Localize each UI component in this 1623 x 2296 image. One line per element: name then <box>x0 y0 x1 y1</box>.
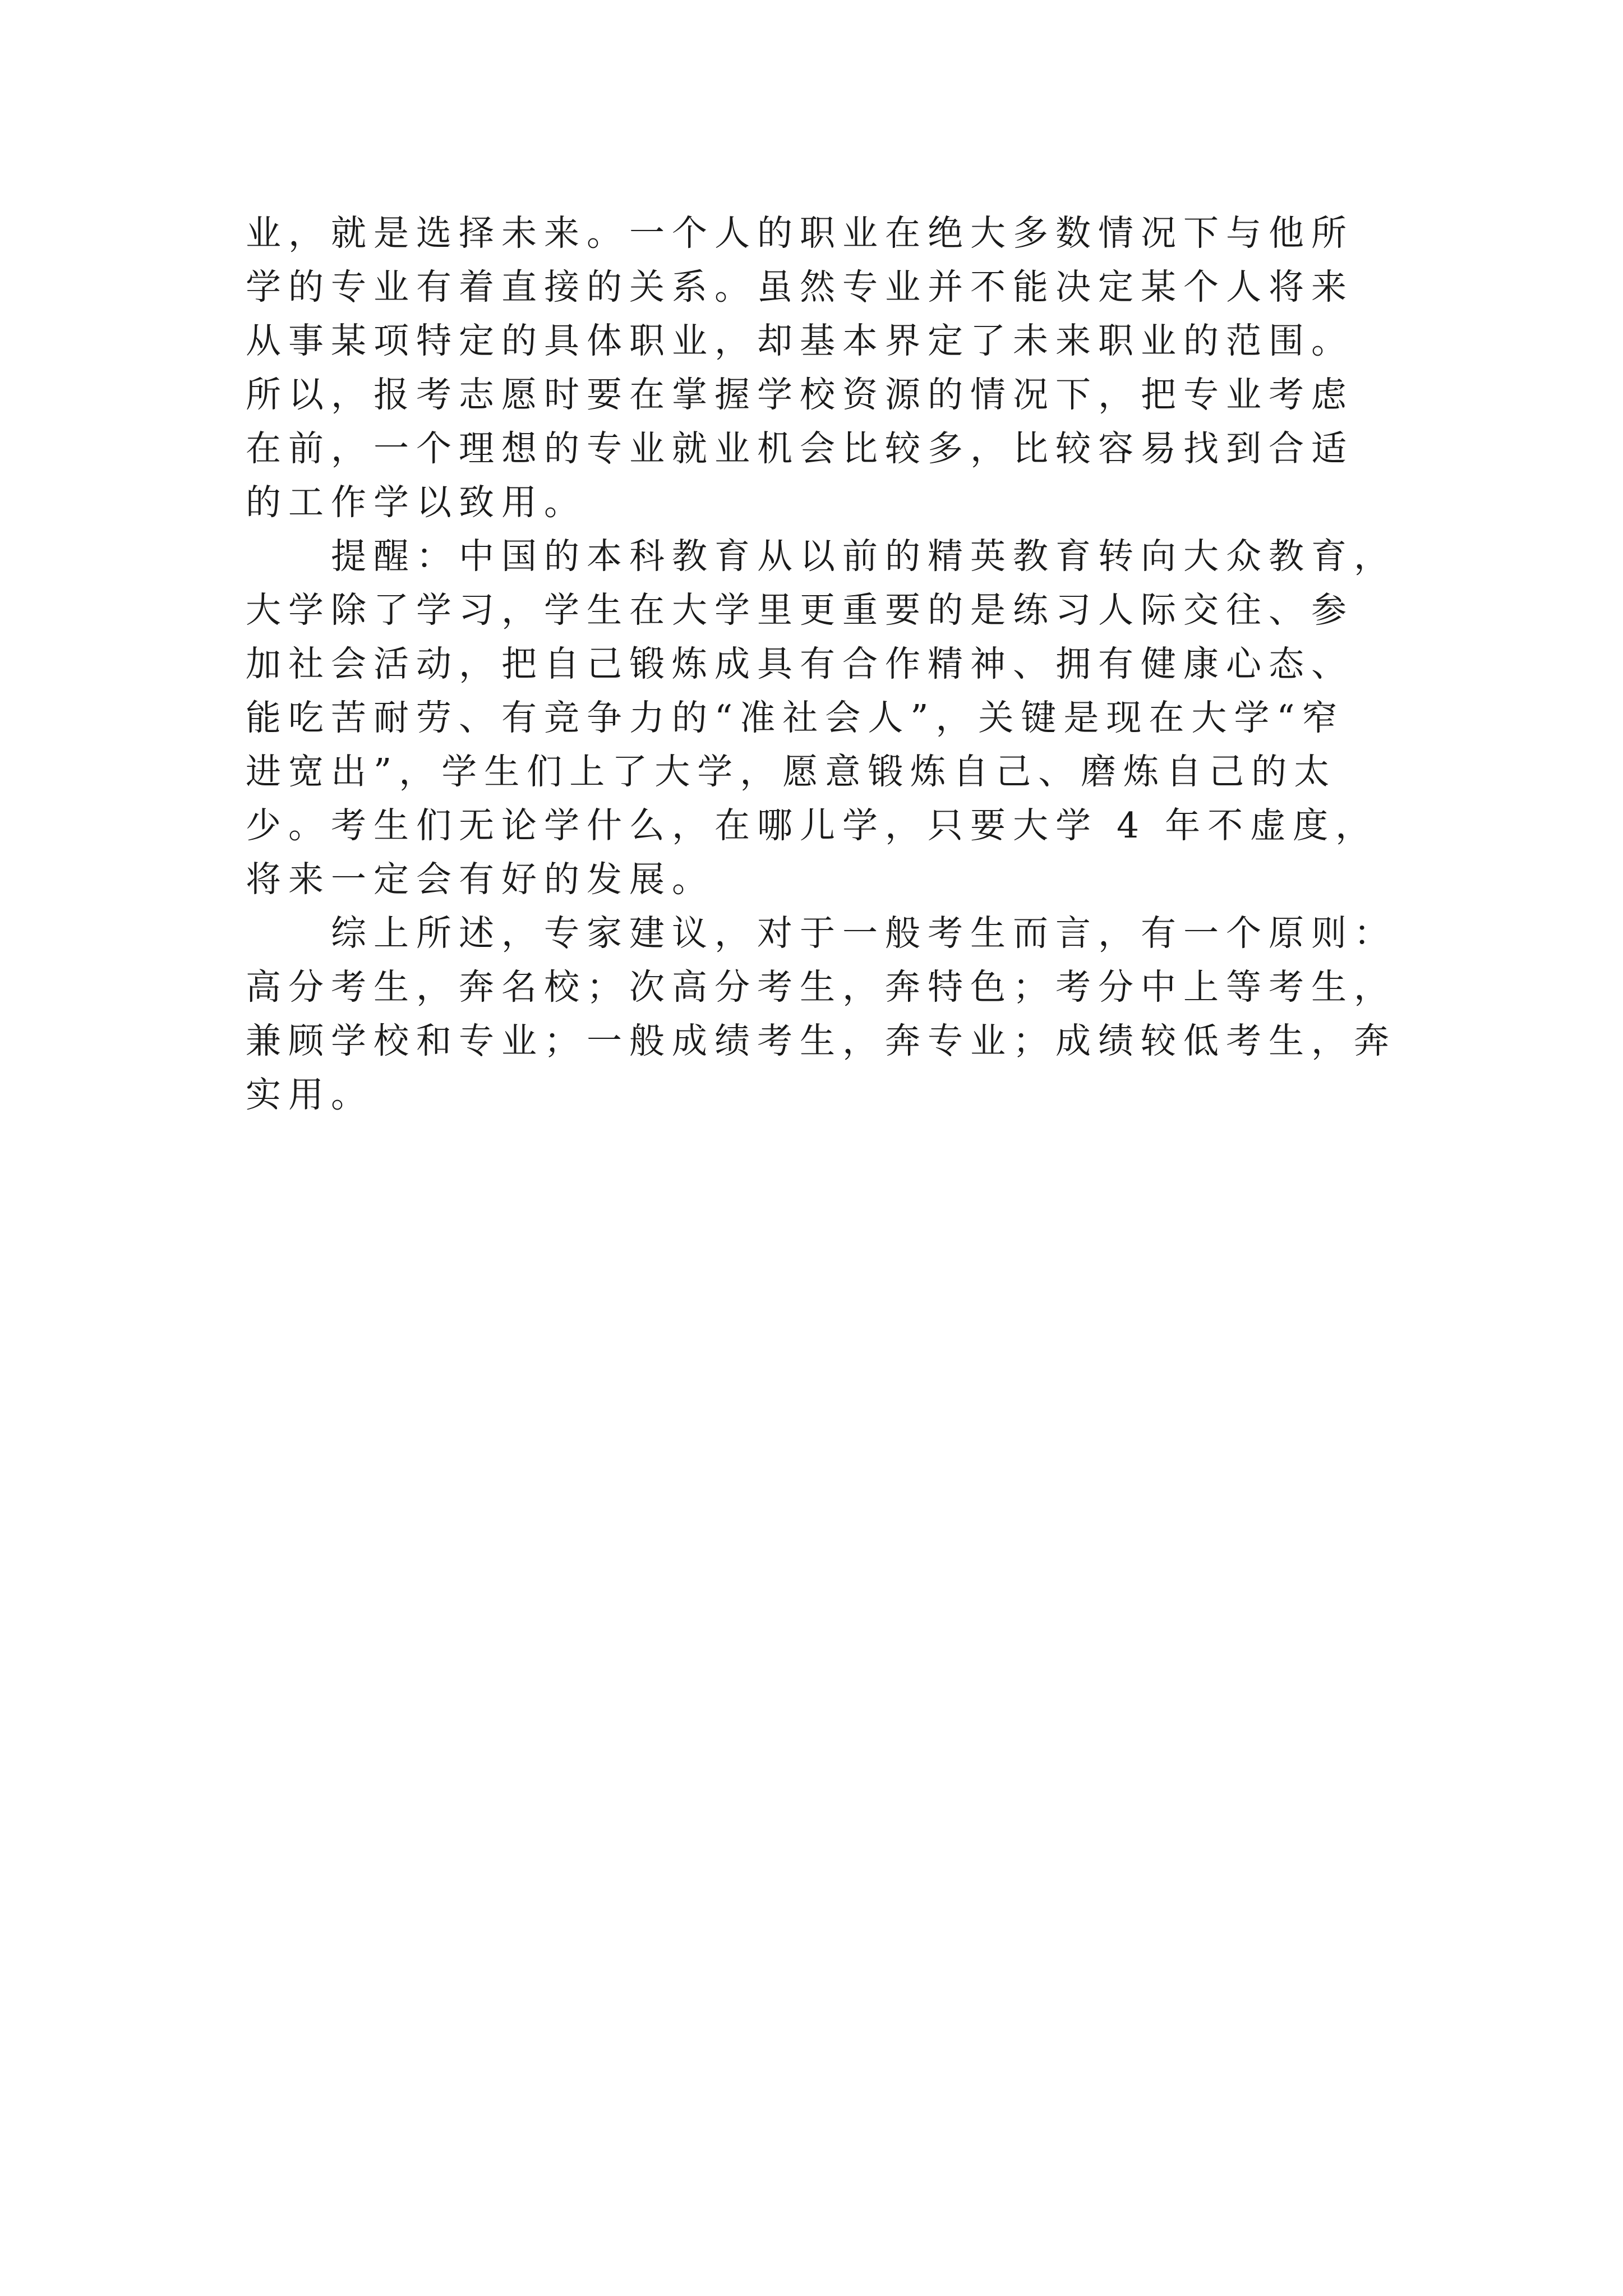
text-line: 加社会活动，把自己锻炼成具有合作精神、拥有健康心态、 <box>246 643 1354 684</box>
text-line: 综上所述，专家建议，对于一般考生而言，有一个原则： <box>331 913 1396 954</box>
text-line: 大学除了学习，学生在大学里更重要的是练习人际交往、参 <box>246 590 1354 631</box>
text-line: 学的专业有着直接的关系。虽然专业并不能决定某个人将来 <box>246 266 1354 307</box>
paragraph-continuation <box>246 206 1390 530</box>
text-line: 高分考生，奔名校；次高分考生，奔特色；考分中上等考生， <box>246 967 1396 1007</box>
text-line: 所以，报考志愿时要在掌握学校资源的情况下，把专业考虑 <box>246 374 1354 415</box>
text-line: 的工作学以致用。 <box>246 482 587 523</box>
text-line: 兼顾学校和专业；一般成绩考生，奔专业；成绩较低考生，奔 <box>246 1020 1396 1061</box>
text-line: 在前，一个理想的专业就业机会比较多，比较容易找到合适 <box>246 428 1354 469</box>
text-line: 业，就是选择未来。一个人的职业在绝大多数情况下与他所 <box>246 213 1354 254</box>
paragraph-reminder <box>246 530 1396 907</box>
text-line: 少。考生们无论学什么，在哪儿学，只要大学 4 年不虚度， <box>246 805 1378 846</box>
text-line: 提醒：中国的本科教育从以前的精英教育转向大众教育， <box>331 536 1396 577</box>
text-line: 能吃苦耐劳、有竞争力的“准社会人”，关键是现在大学“窄 <box>246 697 1345 738</box>
text-line: 实用。 <box>246 1074 374 1115</box>
text-line: 从事某项特定的具体职业，却基本界定了未来职业的范围。 <box>246 320 1354 361</box>
document-body <box>246 206 1396 1122</box>
text-line: 将来一定会有好的发展。 <box>246 859 714 900</box>
paragraph-summary <box>246 907 1396 1122</box>
text-line: 进宽出”，学生们上了大学，愿意锻炼自己、磨炼自己的太 <box>246 751 1337 792</box>
